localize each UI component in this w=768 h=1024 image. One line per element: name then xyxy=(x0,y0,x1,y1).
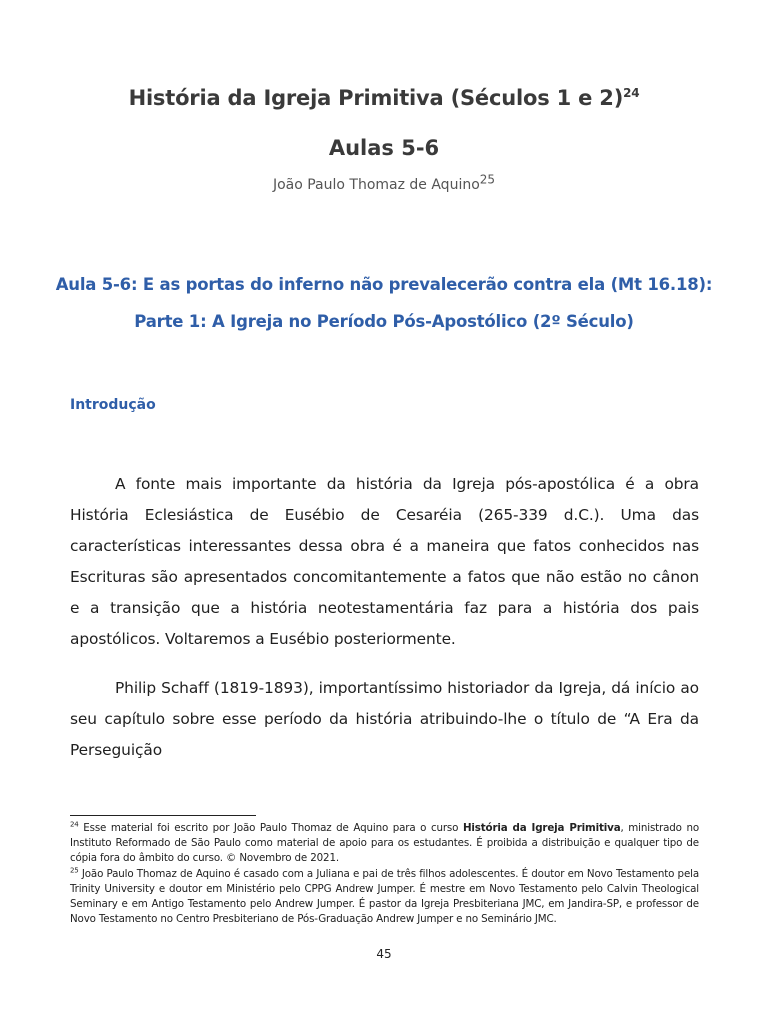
footnote-text: João Paulo Thomaz de Aquino é casado com a Juliana e pai de três filhos adolescentes. É doutor em Novo Testamento pela Trinity University e doutor em Ministério pelo CPPG Andrew Jumper. É mestre em Novo Testamento pelo Calvin Theological Seminary e em Antigo Testamento pelo Andrew Jumper. É pastor da Igreja Presbiteriana JMC, em Jandira-SP, e professor de Novo Testamento no Centro Presbiteriano de Pós-Graduação Andrew Jumper e no Seminário JMC. xyxy=(70,867,699,926)
footnote-25 xyxy=(70,867,699,928)
footnote-separator xyxy=(70,815,256,816)
footnote-text: Esse material foi escrito por João Paulo Thomaz de Aquino para o curso xyxy=(78,822,463,834)
document-title xyxy=(0,86,768,110)
footnote-number: 25 xyxy=(70,866,79,875)
page-number: 45 xyxy=(376,947,392,961)
footnote-course-name: História da Igreja Primitiva xyxy=(462,822,621,834)
footnote-text: , ministrado no Instituto Reformado de São Paulo como material de apoio para os estudantes. É proibida a distribuição e qualquer tipo de cópia fora do âmbito do curso. © Novembro de 2021. xyxy=(70,822,699,865)
paragraph-2-text: Philip Schaff (1819-1893), importantíssimo historiador da Igreja, dá início ao seu capítulo sobre esse período da história atribuindo-lhe o título de “A Era da Perseguição xyxy=(70,679,699,759)
paragraph-1-text: A fonte mais importante da história da Igreja pós-apostólica é a obra História Eclesiástica de Eusébio de Cesaréia (265-339 d.C.). Uma das características interessantes dessa obra é a maneira que fatos conhecidos nas Escrituras são apresentados concomitantemente a fatos que não estão no cânon e a transição que a história neotestamentária faz para a história dos pais apostólicos. Voltaremos a Eusébio posteriormente. xyxy=(70,475,699,648)
document-title-text: História da Igreja Primitiva (Séculos 1 e 2) xyxy=(128,86,624,110)
lesson-title-line-1: Aula 5-6: E as portas do inferno não prevalecerão contra ela (Mt 16.18): xyxy=(55,275,713,294)
paragraph-1 xyxy=(70,469,699,655)
document-subtitle: Aulas 5-6 xyxy=(328,136,440,160)
paragraph-2 xyxy=(70,673,699,759)
section-heading-introducao: Introdução xyxy=(70,397,156,413)
footnote-24 xyxy=(70,821,699,867)
footnote-number: 24 xyxy=(70,820,79,829)
author-line xyxy=(0,172,768,193)
author-footnote-ref[interactable]: 25 xyxy=(479,172,496,187)
author-name: João Paulo Thomaz de Aquino xyxy=(272,177,480,193)
lesson-title-line-2: Parte 1: A Igreja no Período Pós-Apostólico (2º Século) xyxy=(134,312,634,331)
title-footnote-ref[interactable]: 24 xyxy=(623,86,640,100)
footnotes xyxy=(70,821,699,927)
